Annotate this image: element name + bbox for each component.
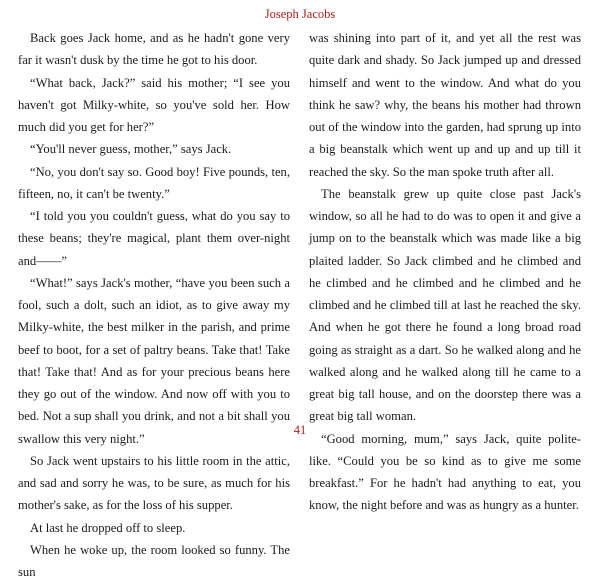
paragraph: “You'll never guess, mother,” says Jack.	[30, 142, 232, 157]
paragraph-continuation: was shining into part of it, and yet all the rest was quite dark and shady. So Jack jumped up and dressed himself and went to the window. And what do you think he saw? why, the beans his mother had thrown out of the window into the garden, had sprung up into a big beanstalk which went up and up and up till it reached the sky. So the man spoke truth after all.	[309, 31, 581, 179]
paragraph: “What!” says Jack's mother, “have you been such a fool, such a dolt, such an idiot, as to give away my Milky-white, the best milker in the parish, and prime beef to boot, for a set of paltry beans. Take that! Take that! Take that! And as for your precious beans here they go out of the window. And now off with you to bed. Not a sup shall you drink, and not a bit shall you swallow this very night.”	[18, 275, 290, 446]
paragraph: At last he dropped off to sleep.	[30, 520, 186, 535]
paragraph: The beanstalk grew up quite close past Jack's window, so all he had to do was to open it and give a jump on to the beanstalk which was made like a big plaited ladder. So Jack climbed and he climbed and he climbed and he climbed and he climbed and he climbed and he climbed till at last he reached the sky. And when he got there he found a long broad road going as straight as a dart. So he walked along and he walked along and he walked along till he came to a great big tall house, and on the doorstep there was a great big tall woman.	[309, 186, 581, 424]
left-column	[18, 27, 290, 583]
paragraph: So Jack went upstairs to his little room in the attic, and sad and sorry he was, to be sure, as much for his mother's sake, as for the loss of his supper.	[18, 453, 290, 513]
paragraph: “No, you don't say so. Good boy! Five pounds, ten, fifteen, no, it can't be twenty.”	[18, 164, 290, 201]
right-column	[309, 27, 581, 517]
paragraph: “What back, Jack?” said his mother; “I see you haven't got Milky-white, so you've sold her. How much did you get for her?”	[18, 75, 290, 134]
paragraph: “I told you you couldn't guess, what do you say to these beans; they're magical, plant them over-night and——”	[18, 209, 290, 268]
page-number: 41	[293, 423, 307, 437]
paragraph: Back goes Jack home, and as he hadn't gone very far it wasn't dusk by the time he got to his door.	[18, 31, 290, 68]
paragraph: When he woke up, the room looked so funny. The sun	[18, 542, 290, 579]
running-header: Joseph Jacobs	[264, 7, 336, 21]
paragraph: “Good morning, mum,” says Jack, quite polite-like. “Could you be so kind as to give me some breakfast.” For he hadn't had anything to eat, you know, the night before and was as hungry as a hunter.	[309, 431, 581, 513]
